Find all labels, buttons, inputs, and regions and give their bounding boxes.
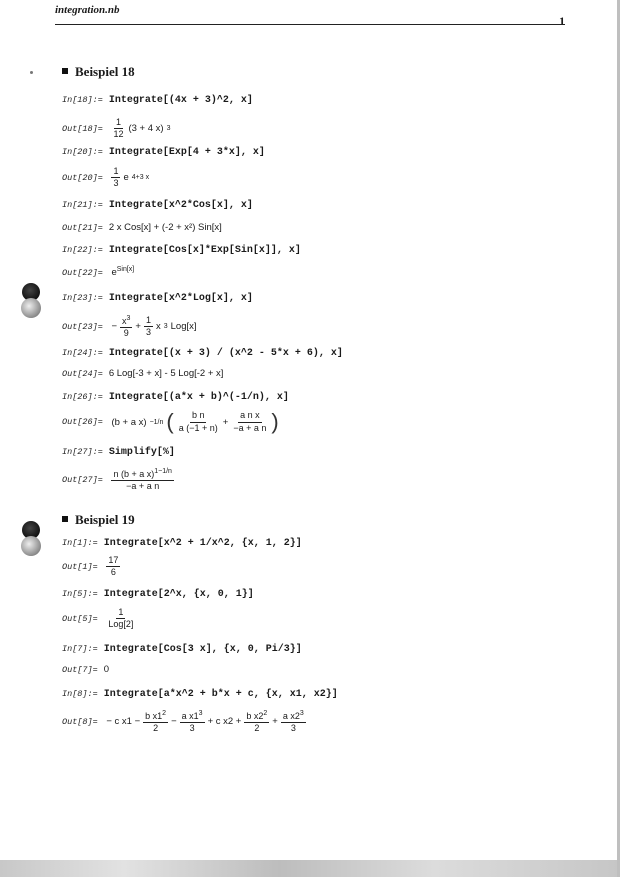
out-label: Out[21]= [62,223,103,233]
input-code[interactable]: Simplify[%] [108,447,175,458]
output-cell [62,608,135,630]
in-label: In[21]:= [62,200,103,210]
output-expression: − $\frac{x^3}{9}$ + $\frac{1}{3}$ x 3 Log[x] [111,315,197,339]
output-expression: $\frac{17}{6}$ [108,555,119,578]
output-cell [62,411,279,433]
input-code[interactable]: Integrate[x^2*Cos[x], x] [108,200,253,211]
output-expression: $\frac{n (b + a x)^{1-1/n}}{\text{−a + a n}}$ [113,468,172,492]
in-label: In[20]:= [62,147,103,157]
output-cell [62,556,120,578]
in-label: In[5]:= [62,589,98,599]
output-cell [62,664,109,675]
in-label: In[7]:= [62,644,98,654]
input-code[interactable]: Integrate[a*x^2 + b*x + c, {x, x1, x2}] [103,689,338,700]
input-cell[interactable] [62,537,302,549]
in-label: In[18]:= [62,95,103,105]
in-label: In[23]:= [62,293,103,303]
out-label: Out[18]= [62,124,103,135]
output-cell [62,222,222,233]
output-cell [62,118,170,140]
input-cell[interactable] [62,244,301,256]
input-code[interactable]: Integrate[Cos[3 x], {x, 0, Pi/3}] [103,644,302,655]
section-heading [62,64,135,80]
out-label: Out[8]= [62,717,98,728]
out-label: Out[20]= [62,173,103,184]
punch-hole-icon [21,536,41,556]
output-expression: $e^{Sin[x]}$ [111,266,135,278]
in-label: In[24]:= [62,348,103,358]
section-title: Beispiel 18 [75,64,135,79]
input-cell[interactable] [62,347,343,359]
output-expression: 2 x Cos[x] + (-2 + x²) Sin[x] [108,222,222,233]
out-label: Out[27]= [62,475,103,486]
output-cell [62,468,174,492]
out-label: Out[1]= [62,562,98,573]
header-rule [55,24,565,25]
input-cell[interactable] [62,146,265,158]
in-label: In[1]:= [62,538,98,548]
out-label: Out[26]= [62,417,103,428]
output-expression: 0 [103,664,110,675]
input-code[interactable]: Integrate[2^x, {x, 0, 1}] [103,589,254,600]
bullet-icon [62,68,68,74]
input-cell[interactable] [62,643,302,655]
output-expression: $\frac{1}{3}$ e 4+3 x [113,166,150,189]
page-number: 1 [559,14,565,28]
in-label: In[26]:= [62,392,103,402]
output-expression: 6 Log[-3 + x] - 5 Log[-2 + x] [108,368,224,379]
punch-hole-icon [21,298,41,318]
in-label: In[22]:= [62,245,103,255]
input-cell[interactable] [62,199,253,211]
in-label: In[8]:= [62,689,98,699]
output-expression: $\frac{1}{12}$ (3 + 4 x) 3 [113,117,171,140]
input-code[interactable]: Integrate[x^2 + 1/x^2, {x, 1, 2}] [103,538,302,549]
section-title: Beispiel 19 [75,512,135,527]
output-expression: $\frac{1}{\text{Log[2]}}$ [108,607,134,630]
scan-edge-band [0,860,620,877]
section-heading [62,512,135,528]
scan-dot [30,71,33,74]
output-cell [62,266,134,278]
input-code[interactable]: Integrate[(x + 3) / (x^2 - 5*x + 6), x] [108,348,343,359]
bullet-icon [62,516,68,522]
input-code[interactable]: Integrate[x^2*Log[x], x] [108,293,253,304]
out-label: Out[23]= [62,322,103,333]
output-expression: − c x1 − $\frac{b x1^2}{2}$ − $\frac{a x1^3}{3}$ + c x2 + $\frac{b x2^2}{2}$ + $\frac{a x2^3}{3}$ [106,710,304,734]
output-cell [62,368,223,379]
output-cell [62,315,197,339]
input-code[interactable]: Integrate[(a*x + b)^(-1/n), x] [108,392,289,403]
input-code[interactable]: Integrate[Cos[x]*Exp[Sin[x]], x] [108,245,301,256]
in-label: In[27]:= [62,447,103,457]
input-cell[interactable] [62,94,253,106]
input-cell[interactable] [62,588,254,600]
out-label: Out[5]= [62,614,98,625]
input-code[interactable]: Integrate[Exp[4 + 3*x], x] [108,147,265,158]
output-expression: (b + a x) −1/n ( $\frac{\text{b n}}{a (-1 + n)}$ + $\frac{\text{a n x}}{\text{−a + a n}}$ ) [111,409,279,434]
input-cell[interactable] [62,292,253,304]
notebook-title: integration.nb [55,4,120,16]
out-label: Out[22]= [62,268,103,278]
input-cell[interactable] [62,446,175,458]
input-code[interactable]: Integrate[(4x + 3)^2, x] [108,95,253,106]
output-cell [62,167,149,189]
out-label: Out[7]= [62,665,98,675]
input-cell[interactable] [62,391,289,403]
output-cell [62,710,306,734]
input-cell[interactable] [62,688,338,700]
page-header [55,4,565,26]
out-label: Out[24]= [62,369,103,379]
